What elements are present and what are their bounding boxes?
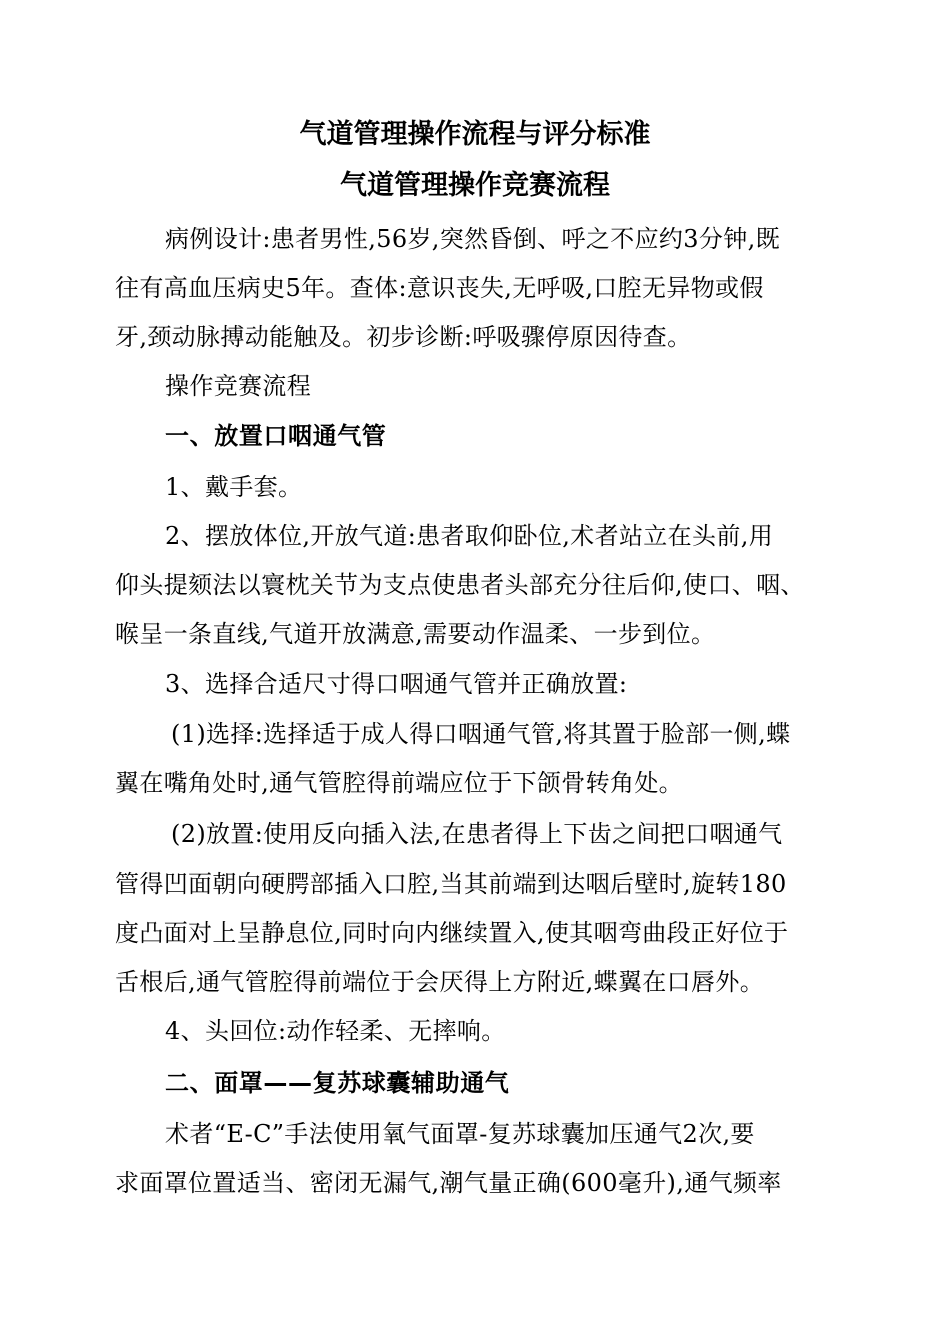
case-paragraph-line: 往有高血压病史5年。查体:意识丧失,无呼吸,口腔无异物或假 [115, 274, 764, 302]
step-line: 1、戴手套。 [165, 473, 303, 501]
step-line: 2、摆放体位,开放气道:患者取仰卧位,术者站立在头前,用 [165, 522, 774, 550]
step-line: 3、选择合适尺寸得口咽通气管并正确放置: [165, 670, 628, 698]
case-paragraph-line: 病例设计:患者男性,56岁,突然昏倒、呼之不应约3分钟,既 [165, 225, 780, 253]
substep-line: 管得凹面朝向硬腭部插入口腔,当其前端到达咽后壁时,旋转180 [115, 870, 787, 898]
document-subtitle: 气道管理操作竞赛流程 [340, 170, 610, 201]
step-line: 仰头提颏法以寰枕关节为支点使患者头部充分往后仰,使口、咽、 [115, 571, 805, 599]
section-label: 操作竞赛流程 [165, 372, 312, 400]
step-line: 喉呈一条直线,气道开放满意,需要动作温柔、一步到位。 [115, 620, 716, 648]
substep-line: (1)选择:选择适于成人得口咽通气管,将其置于脸部一侧,蝶 [171, 720, 791, 748]
paragraph-line: 求面罩位置适当、密闭无漏气,潮气量正确(600毫升),通气频率 [115, 1169, 782, 1197]
step-line: 4、头回位:动作轻柔、无摔响。 [165, 1017, 506, 1045]
substep-line: (2)放置:使用反向插入法,在患者得上下齿之间把口咽通气 [171, 820, 783, 848]
section-heading-2: 二、面罩——复苏球囊辅助通气 [165, 1069, 510, 1097]
substep-line: 度凸面对上呈静息位,同时向内继续置入,使其咽弯曲段正好位于 [115, 919, 789, 947]
case-paragraph-line: 牙,颈动脉搏动能触及。初步诊断:呼吸骤停原因待查。 [115, 323, 692, 351]
section-heading-1: 一、放置口咽通气管 [165, 422, 387, 450]
document-title: 气道管理操作流程与评分标准 [299, 119, 651, 150]
substep-line: 翼在嘴角处时,通气管腔得前端应位于下颌骨转角处。 [115, 769, 684, 797]
paragraph-line: 术者“E-C”手法使用氧气面罩-复苏球囊加压通气2次,要 [165, 1120, 755, 1148]
substep-line: 舌根后,通气管腔得前端位于会厌得上方附近,蝶翼在口唇外。 [115, 968, 765, 996]
